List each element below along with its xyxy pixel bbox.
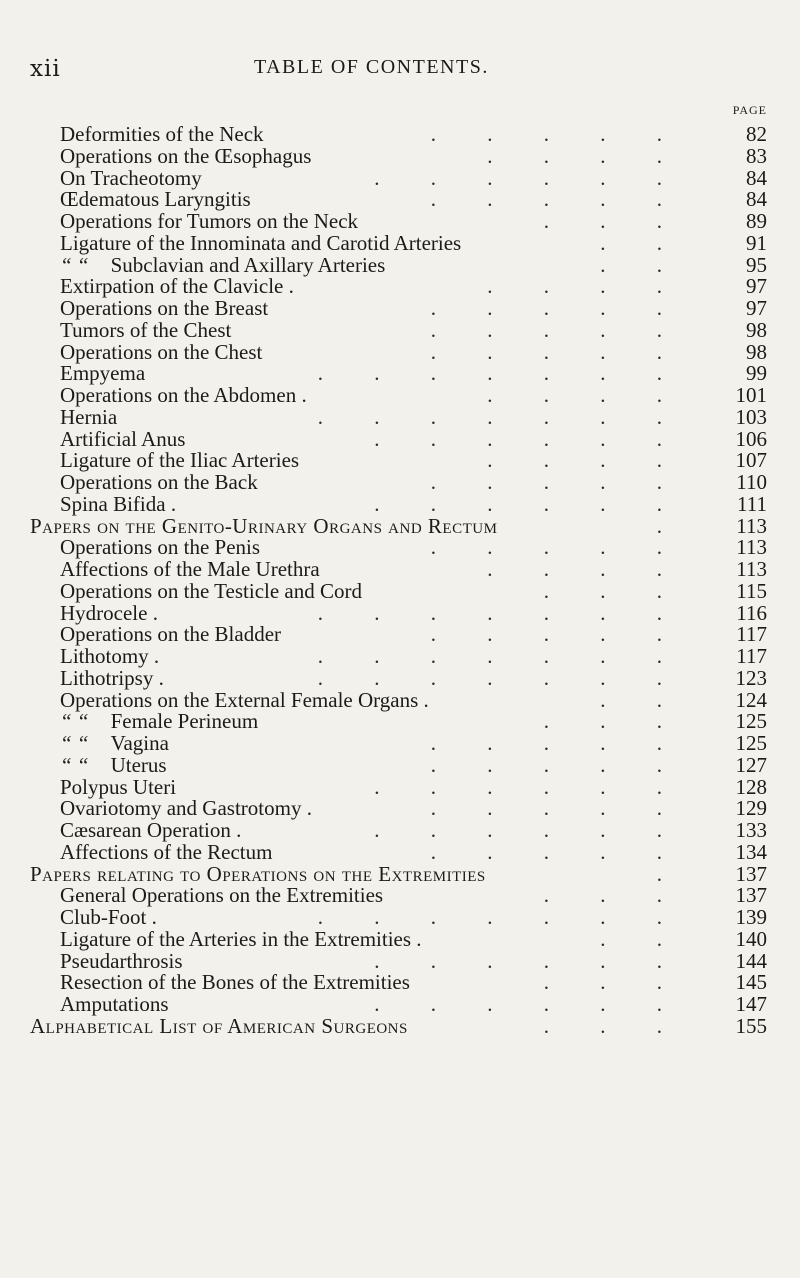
entry-title: [60, 211, 358, 233]
toc-entry: [0, 839, 800, 864]
dot-leader: . . . . . .: [374, 992, 685, 1016]
entry-title: [60, 491, 177, 516]
entry-page-number: 82: [746, 122, 767, 146]
entry-page-number: 125: [735, 731, 767, 755]
entry-title-text: Resection of the Bones of the Extremities: [60, 970, 410, 995]
entry-title: [60, 472, 258, 494]
entry-title-text: Polypus Uteri: [60, 774, 177, 799]
entry-title-text: General Operations on the Extremities: [60, 883, 384, 908]
entry-title: [30, 1013, 408, 1038]
toc-entry: [0, 491, 800, 516]
entry-title-text: Deformities of the Neck: [60, 122, 264, 146]
entry-title-text: Operations on the Chest: [60, 339, 263, 364]
entry-page-number: 107: [735, 448, 767, 473]
dot-leader: . . . . . .: [374, 774, 685, 799]
dot-leader: . . . . . .: [374, 165, 685, 190]
toc-section-heading: [0, 513, 800, 538]
dot-leader: . . . . .: [430, 317, 685, 342]
dot-leader: .: [656, 513, 685, 538]
entry-title: [60, 711, 258, 733]
entry-title-text: Operations for Tumors on the Neck: [60, 209, 359, 233]
entry-page-number: 125: [735, 709, 767, 734]
entry-title-text: Tumors of the Chest: [60, 317, 232, 342]
entry-title: [60, 165, 202, 190]
entry-page-number: 106: [735, 426, 767, 451]
dot-leader: . .: [600, 926, 685, 951]
entry-title-text: Female Perineum: [110, 709, 259, 734]
entry-title-text: Empyema: [60, 361, 146, 386]
toc-entry: [0, 752, 800, 777]
entry-page-number: 97: [746, 274, 767, 299]
entry-title: [60, 948, 183, 973]
toc-entry: [0, 820, 800, 842]
entry-title-text: Lithotomy .: [60, 644, 160, 668]
entry-page-number: 89: [746, 209, 767, 233]
entry-title-text: Ovariotomy and Gastrotomy .: [60, 796, 312, 821]
dot-leader: . . . . . . .: [317, 644, 685, 668]
toc-entry: [0, 426, 800, 451]
entry-title-text: Affections of the Male Urethra: [60, 557, 320, 581]
entry-title: [60, 317, 232, 342]
toc-entry: [0, 885, 800, 907]
dot-leader: . . .: [543, 883, 685, 908]
dot-leader: . . . . .: [430, 731, 685, 755]
toc-entry: [0, 143, 800, 168]
toc-entry: [0, 578, 800, 603]
dot-leader: . . . . .: [430, 339, 685, 364]
entry-page-number: 98: [746, 339, 767, 364]
entry-title: [60, 578, 362, 603]
dot-leader: . . . . . .: [374, 491, 685, 516]
entry-page-number: 155: [735, 1013, 767, 1038]
dot-leader: . . . . .: [430, 752, 685, 777]
entry-title: [60, 624, 281, 646]
entry-page-number: 144: [735, 948, 767, 973]
entry-title: [60, 839, 273, 864]
entry-title: [60, 665, 164, 690]
toc-entry: [0, 711, 800, 733]
entry-page-number: 134: [735, 839, 767, 864]
ditto-marks: “ “: [60, 709, 89, 734]
ditto-marks: “ “: [60, 252, 89, 277]
dot-leader: . . . . .: [430, 470, 685, 494]
entry-title: [60, 339, 263, 364]
entry-title-text: Amputations: [60, 992, 169, 1016]
dot-leader: . . . .: [487, 143, 685, 168]
entry-page-number: 111: [737, 491, 767, 516]
entry-title: [60, 450, 299, 472]
toc-entry: [0, 774, 800, 799]
entry-page-number: 145: [735, 970, 767, 995]
entry-page-number: 98: [746, 317, 767, 342]
entry-title: [60, 143, 312, 168]
entry-title-text: Alphabetical List of American Surgeons: [30, 1013, 408, 1038]
toc-entry: [0, 385, 800, 407]
dot-leader: . . .: [543, 1013, 685, 1038]
entry-title-text: Cæsarean Operation .: [60, 818, 242, 842]
entry-title: [60, 907, 157, 929]
dot-leader: . . . . . . .: [317, 600, 685, 625]
entry-page-number: 137: [735, 883, 767, 908]
entry-title: [60, 426, 186, 451]
entry-title-text: Artificial Anus: [60, 426, 186, 451]
ditto-marks: “ “: [60, 731, 89, 755]
entry-title: [60, 363, 145, 385]
toc-entry: [0, 165, 800, 190]
dot-leader: . . . . .: [430, 535, 685, 560]
toc-entry: [0, 687, 800, 712]
dot-leader: . . .: [543, 970, 685, 995]
entry-title: [60, 537, 260, 559]
dot-leader: . . . . .: [430, 296, 685, 320]
page-column-label: PAGE: [732, 103, 767, 117]
entry-title: [60, 752, 167, 777]
entry-page-number: 127: [735, 752, 767, 777]
entry-page-number: 97: [746, 296, 767, 320]
entry-title: [60, 820, 241, 842]
dot-leader: . . . .: [487, 383, 685, 407]
entry-page-number: 83: [746, 143, 767, 168]
toc-entry: [0, 600, 800, 625]
toc-entry: [0, 124, 800, 146]
dot-leader: . . . . . .: [374, 818, 685, 842]
dot-leader: . . . . . . .: [317, 905, 685, 929]
entry-title: [60, 994, 169, 1016]
entry-title-text: Lithotripsy .: [60, 665, 164, 690]
dot-leader: . . . . . . .: [317, 361, 685, 386]
entry-title-text: Vagina: [110, 731, 169, 755]
entry-page-number: 110: [736, 470, 767, 494]
entry-title-text: Operations on the Bladder: [60, 622, 282, 647]
entry-title-text: Ligature of the Innominata and Carotid Arteries: [60, 230, 462, 255]
entry-page-number: 129: [735, 796, 767, 821]
running-title: TABLE OF CONTENTS.: [254, 56, 489, 78]
entry-title-text: Operations on the External Female Organs .: [60, 687, 429, 712]
dot-leader: . . .: [543, 578, 685, 603]
entry-page-number: 140: [735, 926, 767, 951]
entry-title: [60, 600, 158, 625]
entry-title-text: Operations on the Abdomen .: [60, 383, 307, 407]
entry-page-number: 137: [735, 861, 767, 886]
entry-title: [60, 733, 169, 755]
dot-leader: . . . . . .: [374, 426, 685, 451]
entry-title: [60, 972, 410, 994]
entry-title-text: On Tracheotomy: [60, 165, 202, 190]
entry-page-number: 84: [746, 187, 767, 212]
toc-entry: [0, 559, 800, 581]
toc-entry: [0, 798, 800, 820]
entry-title-text: Operations on the Testicle and Cord: [60, 578, 362, 603]
page-number: xii: [30, 56, 61, 82]
running-head: [30, 56, 730, 86]
toc-entry: [0, 189, 800, 211]
entry-title: [30, 513, 498, 538]
entry-title-text: Operations on the Penis: [60, 535, 261, 560]
entry-title: [60, 774, 177, 799]
dot-leader: . . . .: [487, 557, 685, 581]
entry-title-text: Operations on the Œsophagus: [60, 143, 312, 168]
toc-entry: [0, 252, 800, 277]
entry-title-text: Operations on the Back: [60, 470, 258, 494]
entry-page-number: 84: [746, 165, 767, 190]
toc-entry: [0, 339, 800, 364]
dot-leader: .: [656, 861, 685, 886]
entry-title: [60, 798, 312, 820]
entry-title: [60, 252, 386, 277]
dot-leader: . . . . . . .: [317, 665, 685, 690]
toc-entry: [0, 363, 800, 385]
dot-leader: . . . . .: [430, 796, 685, 821]
entry-title: [60, 404, 118, 429]
dot-leader: . . . . .: [430, 622, 685, 647]
dot-leader: . . . .: [487, 274, 685, 299]
table-of-contents: [0, 124, 800, 1038]
entry-page-number: 124: [735, 687, 767, 712]
toc-entry: [0, 907, 800, 929]
entry-title-text: Spina Bifida .: [60, 491, 177, 516]
entry-page-number: 123: [735, 665, 767, 690]
toc-entry: [0, 926, 800, 951]
entry-page-number: 139: [735, 905, 767, 929]
ditto-marks: “ “: [60, 752, 89, 777]
entry-page-number: 117: [736, 644, 767, 668]
entry-title-text: Operations on the Breast: [60, 296, 269, 320]
entry-page-number: 95: [746, 252, 767, 277]
dot-leader: . . .: [543, 709, 685, 734]
entry-page-number: 113: [736, 557, 767, 581]
dot-leader: . . . . . . .: [317, 404, 685, 429]
entry-title: [60, 885, 383, 907]
toc-entry: [0, 537, 800, 559]
entry-title-text: Ligature of the Iliac Arteries: [60, 448, 300, 473]
toc-entry: [0, 472, 800, 494]
dot-leader: . . . . . .: [374, 948, 685, 973]
dot-leader: . . . .: [487, 448, 685, 473]
toc-section-heading: [0, 1013, 800, 1038]
entry-title-text: Papers on the Genito-Urinary Organs and Rectum: [30, 513, 498, 538]
entry-title-text: Ligature of the Arteries in the Extremities .: [60, 926, 422, 951]
entry-page-number: 117: [736, 622, 767, 647]
toc-entry: [0, 624, 800, 646]
entry-page-number: 91: [746, 230, 767, 255]
toc-entry: [0, 948, 800, 973]
dot-leader: . .: [600, 230, 685, 255]
toc-entry: [0, 972, 800, 994]
entry-title-text: Affections of the Rectum: [60, 839, 273, 864]
toc-entry: [0, 665, 800, 690]
entry-page-number: 133: [735, 818, 767, 842]
entry-title: [60, 385, 307, 407]
entry-page-number: 147: [735, 992, 767, 1016]
dot-leader: . . .: [543, 209, 685, 233]
toc-entry: [0, 404, 800, 429]
toc-entry: [0, 211, 800, 233]
toc-section-heading: [0, 861, 800, 886]
entry-title: [60, 926, 422, 951]
dot-leader: . .: [600, 252, 685, 277]
entry-title: [60, 189, 251, 211]
entry-title: [60, 276, 294, 298]
entry-title: [60, 124, 264, 146]
entry-page-number: 103: [735, 404, 767, 429]
entry-title-text: Extirpation of the Clavicle .: [60, 274, 294, 299]
entry-page-number: 115: [736, 578, 767, 603]
toc-entry: [0, 646, 800, 668]
entry-title-text: Œdematous Laryngitis: [60, 187, 251, 212]
toc-entry: [0, 733, 800, 755]
toc-entry: [0, 298, 800, 320]
entry-title: [30, 861, 486, 886]
entry-title: [60, 298, 268, 320]
toc-entry: [0, 994, 800, 1016]
entry-page-number: 101: [735, 383, 767, 407]
dot-leader: . .: [600, 687, 685, 712]
entry-title-text: Pseudarthrosis: [60, 948, 183, 973]
entry-page-number: 99: [746, 361, 767, 386]
entry-title-text: Hydrocele .: [60, 600, 158, 625]
dot-leader: . . . . .: [430, 839, 685, 864]
entry-title-text: Papers relating to Operations on the Extremities: [30, 861, 486, 886]
entry-title: [60, 230, 462, 255]
toc-entry: [0, 317, 800, 342]
entry-title: [60, 646, 159, 668]
entry-page-number: 113: [736, 513, 767, 538]
toc-entry: [0, 450, 800, 472]
dot-leader: . . . . .: [430, 122, 685, 146]
toc-entry: [0, 230, 800, 255]
entry-page-number: 116: [736, 600, 767, 625]
entry-title: [60, 687, 429, 712]
dot-leader: . . . . .: [430, 187, 685, 212]
toc-entry: [0, 276, 800, 298]
entry-page-number: 113: [736, 535, 767, 560]
entry-title-text: Hernia: [60, 404, 118, 429]
entry-page-number: 128: [735, 774, 767, 799]
entry-title-text: Uterus: [110, 752, 167, 777]
entry-title: [60, 559, 320, 581]
entry-title-text: Subclavian and Axillary Arteries: [110, 252, 386, 277]
entry-title-text: Club-Foot .: [60, 905, 157, 929]
